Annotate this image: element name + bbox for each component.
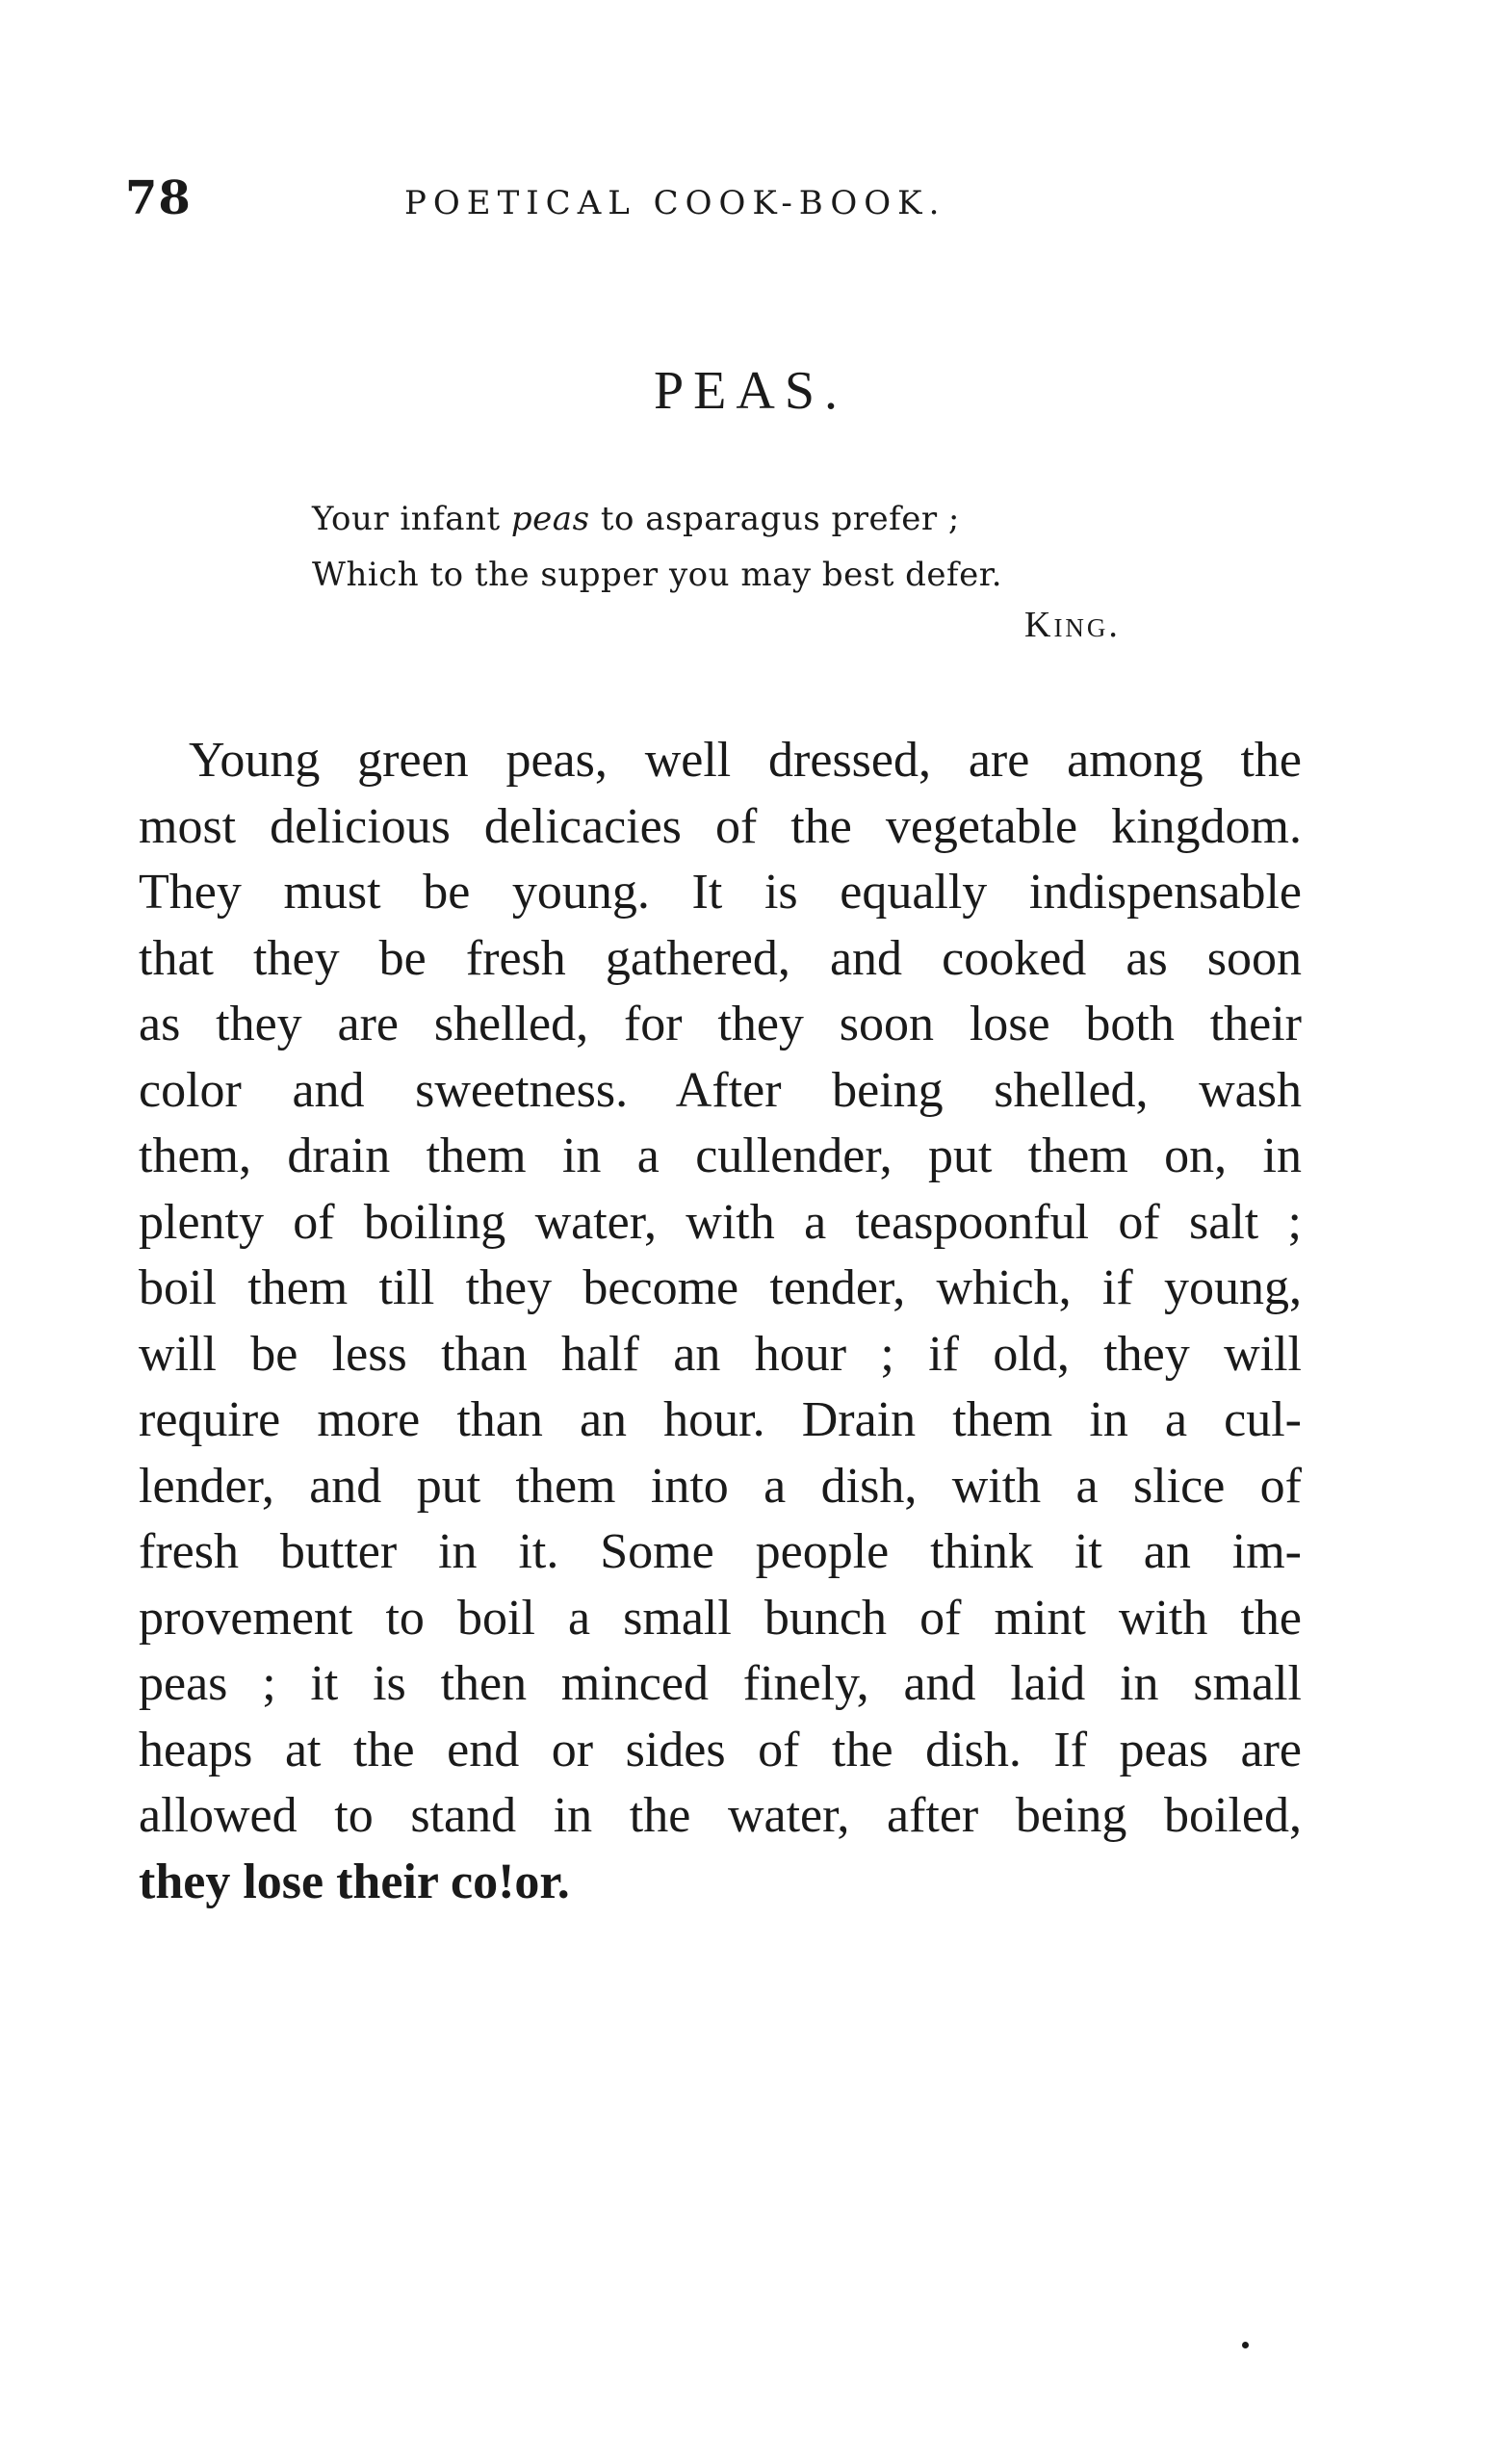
running-header: POETICAL COOK-BOOK. (404, 184, 946, 222)
epigraph-line-1-start: Your infant (312, 500, 511, 538)
body-line: provement to boil a small bunch of mint with the (139, 1590, 1302, 1646)
body-line: color and sweetness. After being shelled, wash (139, 1062, 1302, 1118)
body-line: heaps at the end or sides of the dish. If peas are (139, 1722, 1302, 1777)
body-line: fresh butter in it. Some people think it an im- (139, 1524, 1302, 1579)
body-line: them, drain them in a cullender, put them on, in (139, 1128, 1302, 1183)
body-line: will be less than half an hour ; if old, they will (139, 1326, 1302, 1382)
body-line: most delicious delicacies of the vegetable kingdom. (139, 798, 1302, 854)
epigraph-emphasis: peas (510, 500, 590, 538)
body-line: boil them till they become tender, which, if young, (139, 1260, 1302, 1315)
epigraph-line-1-end: to asparagus prefer ; (589, 500, 960, 538)
epigraph-attribution: King. (1024, 605, 1121, 645)
body-line: lender, and put them into a dish, with a slice of (139, 1458, 1302, 1514)
body-line: that they be fresh gathered, and cooked as soon (139, 930, 1302, 986)
body-line: allowed to stand in the water, after being boiled, (139, 1788, 1302, 1843)
stray-ink-mark (1242, 2342, 1249, 2348)
page-number: 78 (125, 171, 192, 225)
body-line: they lose their co!or. (139, 1854, 570, 1909)
body-line: peas ; it is then minced finely, and laid in small (139, 1656, 1302, 1711)
body-line: Young green peas, well dressed, are among the (189, 733, 1302, 788)
body-line: require more than an hour. Drain them in a cul- (139, 1392, 1302, 1447)
body-paragraph (139, 728, 1302, 1915)
epigraph (312, 491, 1002, 603)
body-line: They must be young. It is equally indispensable (139, 865, 1302, 920)
body-line: plenty of boiling water, with a teaspoonful of salt ; (139, 1194, 1302, 1250)
epigraph-line-1 (312, 491, 1002, 547)
chapter-title: PEAS. (654, 361, 847, 421)
epigraph-line-2: Which to the supper you may best defer. (312, 556, 1003, 594)
body-line: as they are shelled, for they soon lose both their (139, 997, 1302, 1051)
